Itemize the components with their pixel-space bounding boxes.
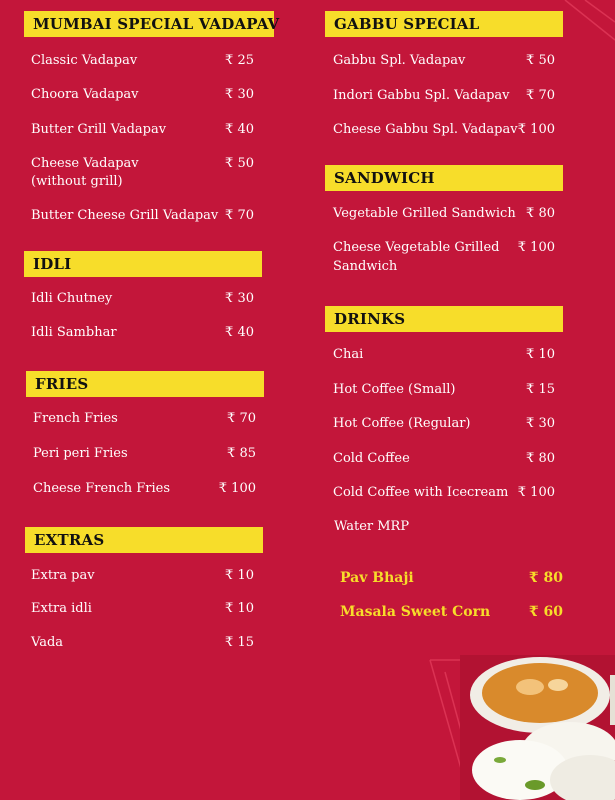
menu-item-price: ₹ 25 xyxy=(225,53,254,68)
idli-sambhar-photo xyxy=(460,655,615,800)
section-header-idli: IDLI xyxy=(24,251,262,277)
menu-item-name: Cold Coffee with Icecream xyxy=(333,485,509,500)
menu-item-name: Vada xyxy=(31,635,64,650)
menu-item-name: Water MRP xyxy=(334,519,410,534)
menu-item-price: ₹ 70 xyxy=(526,88,555,103)
menu-item-name: Choora Vadapav xyxy=(31,87,139,102)
menu-item-name: Chai xyxy=(333,347,364,362)
menu-item-name: Butter Cheese Grill Vadapav xyxy=(31,208,219,223)
menu-item-name: Cheese Vadapav xyxy=(31,156,139,171)
menu-item-price: ₹ 40 xyxy=(225,122,254,137)
section-header-extras: EXTRAS xyxy=(25,527,263,553)
food-photo xyxy=(460,655,615,800)
menu-item-name-line2: Sandwich xyxy=(333,259,398,274)
special-item-name: Pav Bhaji xyxy=(340,570,414,586)
menu-item-name: Cheese French Fries xyxy=(33,481,171,496)
menu-item-name: Vegetable Grilled Sandwich xyxy=(333,206,516,221)
menu-item-price: ₹ 30 xyxy=(225,87,254,102)
menu-item-name-line2: (without grill) xyxy=(31,174,123,189)
section-header-sandwich: SANDWICH xyxy=(325,165,563,191)
menu-item-price: ₹ 10 xyxy=(526,347,555,362)
menu-item-price: ₹ 100 xyxy=(517,240,555,255)
section-header-fries: FRIES xyxy=(26,371,264,397)
menu-item-name: Cheese Gabbu Spl. Vadapav xyxy=(333,122,518,137)
section-header-gabbu: GABBU SPECIAL xyxy=(325,11,563,37)
menu-item-price: ₹ 70 xyxy=(225,208,254,223)
section-header-mumbai: MUMBAI SPECIAL VADAPAV xyxy=(24,11,274,37)
menu-item-name: Cheese Vegetable Grilled xyxy=(333,240,500,255)
menu-item-price: ₹ 50 xyxy=(225,156,254,171)
menu-item-price: ₹ 70 xyxy=(227,411,256,426)
menu-item-name: Extra idli xyxy=(31,601,92,616)
menu-item-price: ₹ 15 xyxy=(225,635,254,650)
menu-item-price: ₹ 10 xyxy=(225,601,254,616)
menu-item-name: Indori Gabbu Spl. Vadapav xyxy=(333,88,510,103)
menu-item-price: ₹ 30 xyxy=(225,291,254,306)
special-item-price: ₹ 60 xyxy=(528,604,563,620)
menu-item-price: ₹ 50 xyxy=(526,53,555,68)
menu-item-name: Idli Sambhar xyxy=(31,325,117,340)
menu-item-price: ₹ 100 xyxy=(517,485,555,500)
menu-item-price: ₹ 40 xyxy=(225,325,254,340)
menu-item-name: French Fries xyxy=(33,411,118,426)
menu-item-name: Idli Chutney xyxy=(31,291,113,306)
menu-item-price: ₹ 85 xyxy=(227,446,256,461)
menu-item-price: ₹ 100 xyxy=(517,122,555,137)
menu-item-price: ₹ 15 xyxy=(526,382,555,397)
special-item-price: ₹ 80 xyxy=(528,570,563,586)
menu-item-name: Extra pav xyxy=(31,568,95,583)
menu-item-price: ₹ 80 xyxy=(526,451,555,466)
menu-item-name: Hot Coffee (Small) xyxy=(333,382,456,397)
menu-item-name: Butter Grill Vadapav xyxy=(31,122,167,137)
menu-item-name: Hot Coffee (Regular) xyxy=(333,416,471,431)
menu-item-name: Classic Vadapav xyxy=(31,53,138,68)
menu-item-price: ₹ 10 xyxy=(225,568,254,583)
section-header-drinks: DRINKS xyxy=(325,306,563,332)
menu-item-price: ₹ 100 xyxy=(218,481,256,496)
menu-item-price: ₹ 30 xyxy=(526,416,555,431)
menu-item-price: ₹ 80 xyxy=(526,206,555,221)
menu-item-name: Cold Coffee xyxy=(333,451,410,466)
menu-item-name: Gabbu Spl. Vadapav xyxy=(333,53,466,68)
menu-item-name: Peri peri Fries xyxy=(33,446,128,461)
special-item-name: Masala Sweet Corn xyxy=(340,604,491,620)
